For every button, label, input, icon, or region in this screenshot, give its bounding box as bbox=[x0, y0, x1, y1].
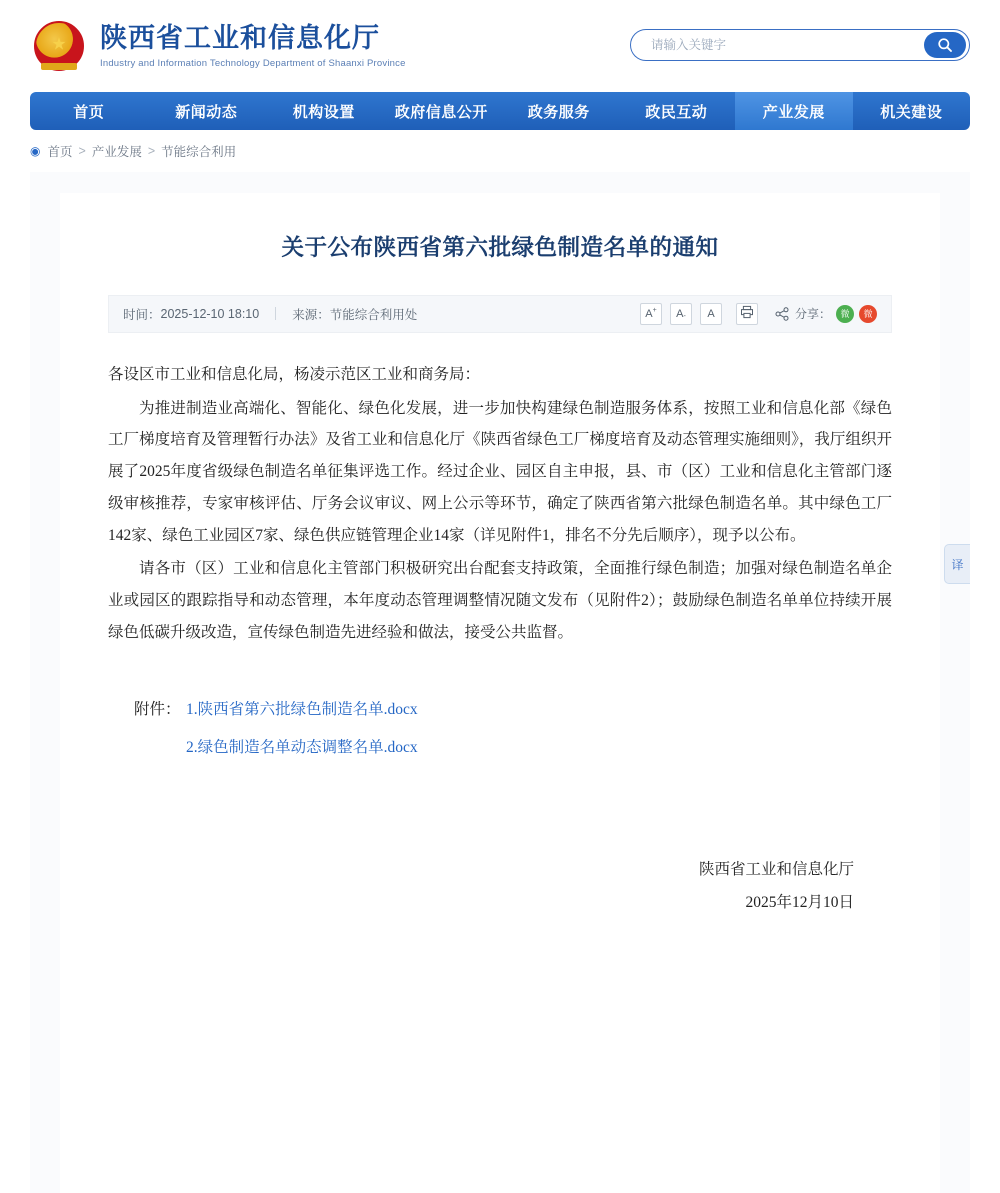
source-label: 来源： bbox=[292, 307, 330, 322]
article-body bbox=[108, 359, 892, 649]
breadcrumb-item-industry-development[interactable]: 产业发展 bbox=[91, 145, 142, 159]
attachments-section bbox=[108, 691, 892, 769]
font-larger-label: A bbox=[645, 307, 653, 320]
article-paragraph-salutation: 各设区市工业和信息化局，杨凌示范区工业和商务局： bbox=[108, 365, 481, 383]
attachment-link-2[interactable]: 2.绿色制造名单动态调整名单.docx bbox=[186, 739, 418, 757]
brand-text bbox=[100, 23, 406, 69]
nav-item-agency-construction[interactable]: 机关建设 bbox=[880, 103, 943, 121]
article-meta-left bbox=[123, 305, 417, 323]
search-button[interactable] bbox=[924, 32, 966, 58]
breadcrumb-separator: > bbox=[78, 144, 86, 158]
meta-divider bbox=[275, 307, 276, 320]
font-normal-label: A bbox=[707, 307, 715, 320]
attachment-link-1[interactable]: 1.陕西省第六批绿色制造名单.docx bbox=[186, 700, 418, 718]
search-box[interactable] bbox=[630, 29, 970, 61]
share-wechat-icon[interactable]: 微 bbox=[836, 305, 854, 323]
share-icon bbox=[774, 306, 790, 322]
signature-block bbox=[108, 854, 892, 919]
share-label: 分享： bbox=[794, 307, 831, 322]
breadcrumb-item-home[interactable]: 首页 bbox=[47, 145, 73, 159]
printer-icon bbox=[740, 305, 754, 322]
font-size-normal-button[interactable] bbox=[700, 303, 722, 325]
share-weibo-icon[interactable]: 微 bbox=[859, 305, 877, 323]
org-name-cn: 陕西省工业和信息化厅 bbox=[100, 22, 380, 53]
source-value: 节能综合利用处 bbox=[329, 307, 418, 322]
national-emblem-icon bbox=[32, 19, 86, 73]
signature-org: 陕西省工业和信息化厅 bbox=[698, 861, 854, 879]
breadcrumb-item-current[interactable]: 节能综合利用 bbox=[161, 145, 237, 159]
article-tools bbox=[640, 303, 877, 325]
font-size-increase-button[interactable]: A + bbox=[640, 303, 662, 325]
emblem-star: ★ bbox=[51, 34, 67, 54]
translate-toggle-button[interactable]: 译 bbox=[944, 544, 970, 584]
nav-item-industry-development[interactable]: 产业发展 bbox=[735, 92, 853, 130]
publish-time-label: 时间： bbox=[123, 307, 161, 322]
publish-time-value: 2025-12-10 18:10 bbox=[160, 306, 260, 321]
nav-item-news[interactable]: 新闻动态 bbox=[175, 103, 238, 121]
org-name-en: Industry and Information Technology Department of Shaanxi Province bbox=[100, 58, 406, 70]
attachment-row-1 bbox=[134, 691, 892, 730]
signature-date: 2025年12月10日 bbox=[745, 893, 854, 911]
breadcrumb bbox=[30, 142, 970, 160]
attachment-row-2 bbox=[134, 729, 892, 768]
page-title: 关于公布陕西省第六批绿色制造名单的通知 bbox=[281, 235, 719, 260]
font-size-decrease-button[interactable]: A $_-$ bbox=[670, 303, 692, 325]
nav-item-organization[interactable]: 机构设置 bbox=[292, 103, 355, 121]
attachments-label: 附件： bbox=[134, 700, 181, 718]
article-paragraph-1: 为推进制造业高端化、智能化、绿色化发展，进一步加快构建绿色制造服务体系，按照工业和信息化部《绿色工厂梯度培育及管理暂行办法》及省工业和信息化厅《陕西省绿色工厂梯度培育及动态管理实施细则》，我厅组织开展了2025年度省级绿色制造名单征集评选工作。经过企业、园区自主申报，县、市（区）工业和信息化主管部门逐级审核推荐，专家审核评估、厅务会议审议、网上公示等环节，确定了陕西省第六批绿色制造名单。其中绿色工厂142家、绿色工业园区7家、绿色供应链管理企业14家（详见附件1，排名不分先后顺序），现予以公布。 bbox=[108, 399, 892, 544]
main-nav bbox=[30, 92, 970, 130]
font-smaller-label: A bbox=[676, 307, 684, 320]
emblem-base bbox=[41, 63, 77, 70]
breadcrumb-separator-2: > bbox=[147, 144, 156, 158]
site-header bbox=[0, 0, 1000, 92]
nav-item-services[interactable]: 政务服务 bbox=[527, 103, 590, 121]
search-input[interactable] bbox=[649, 37, 924, 53]
location-pin-icon: ◉ bbox=[30, 144, 41, 158]
nav-item-interaction[interactable]: 政民互动 bbox=[645, 103, 708, 121]
search-icon bbox=[937, 37, 953, 53]
content-area bbox=[30, 172, 970, 1193]
site-brand[interactable] bbox=[32, 19, 406, 73]
nav-item-government-disclosure[interactable]: 政府信息公开 bbox=[394, 103, 488, 121]
share-group bbox=[774, 305, 877, 323]
article-paragraph-2: 请各市（区）工业和信息化主管部门积极研究出台配套支持政策，全面推行绿色制造；加强对绿色制造名单企业或园区的跟踪指导和动态管理，本年度动态管理调整情况随文发布（见附件2）；鼓励绿色制造名单单位持续开展绿色低碳升级改造，宣传绿色制造先进经验和做法，接受公共监督。 bbox=[108, 560, 892, 641]
print-button[interactable] bbox=[736, 303, 758, 325]
nav-item-home[interactable]: 首页 bbox=[73, 103, 105, 121]
article-card bbox=[60, 193, 940, 1193]
article-meta-bar bbox=[108, 295, 892, 333]
